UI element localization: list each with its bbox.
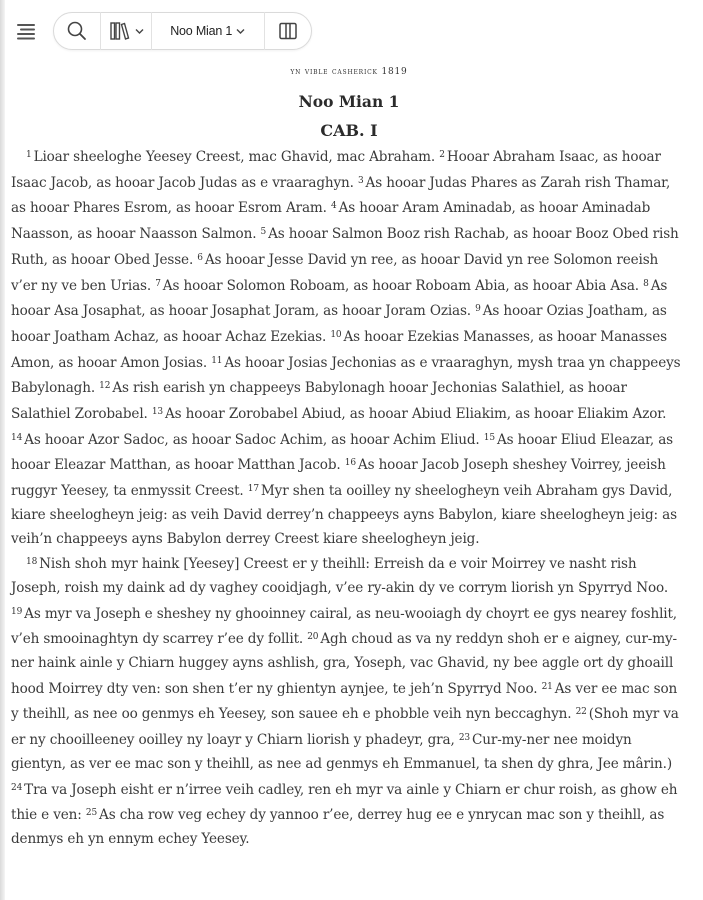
- verse[interactable]: [155, 278, 639, 294]
- menu-icon: [14, 20, 38, 44]
- verse-number: 17: [247, 484, 259, 495]
- verse-text: As hooar Eliud Eleazar, as hooar Eleazar Matthan, as hooar Matthan Jacob.: [11, 431, 674, 474]
- verse-text: Agh choud as va ny reddyn shoh er e aigney, cur-my-ner haink ainle y Chiarn huggey ayns ashlish, gra, Yoseph, vac Ghavid, ny bee aggle ort dy ghoaill hood Moirrey dty ven: son shen t’er ny ghientyn aynjee, te jeh’n Spyrryd Noo.: [11, 631, 677, 697]
- paragraph: [11, 144, 687, 551]
- verse-number: 8: [643, 278, 649, 289]
- verse-number: 11: [211, 355, 223, 366]
- parallel-columns-icon: [278, 21, 298, 41]
- book-title: Noo Mian 1: [298, 92, 400, 111]
- verse-text: As hooar Asa Josaphat, as hooar Josaphat Joram, as hooar Joram Ozias.: [11, 277, 668, 320]
- verse-number: 14: [11, 432, 23, 443]
- versions-button[interactable]: [101, 13, 150, 49]
- verse-number: 12: [99, 381, 111, 392]
- verse-number: 25: [85, 808, 98, 819]
- verse-text: Hooar Abraham Isaac, as hooar Isaac Jacob, as hooar Jacob Judas as e vraaraghyn.: [11, 149, 661, 191]
- verse-number: 6: [197, 252, 203, 263]
- verse-number: 3: [357, 175, 364, 186]
- verse-text: (Shoh myr va er ny chooilleeney ooilley ny loayr y Chiarn liorish y phadeyr, gra,: [11, 706, 679, 749]
- verse[interactable]: [11, 807, 664, 847]
- verse-text: Nish shoh myr haink [Yeesey] Creest er y theihll: Erreish da e voir Moirrey ve nasht rish Joseph, roish my daink ad dy vaghey cooidjagh, v’ee ry-akin dy ve corrym liorish yn Spyrryd Noo.: [11, 556, 669, 596]
- reader-toolbar: [53, 12, 312, 50]
- verse-text: As hooar Salmon Booz rish Rachab, as hooar Booz Obed rish Ruth, as hooar Obed Jesse.: [11, 226, 679, 268]
- verse[interactable]: [11, 432, 480, 448]
- chevron-down-icon: [236, 27, 245, 36]
- verse-number: 19: [11, 606, 23, 617]
- verse-number: 15: [483, 432, 495, 443]
- verse-text: As hooar Solomon Roboam, as hooar Roboam Abia, as hooar Abia Asa.: [162, 277, 639, 294]
- verse-number: 5: [260, 227, 267, 238]
- verse-number: 10: [330, 329, 342, 340]
- verse-text: As hooar Azor Sadoc, as hooar Sadoc Achim, as hooar Achim Eliud.: [24, 431, 480, 448]
- book-chapter-selector[interactable]: [152, 13, 264, 49]
- paragraph: [11, 551, 687, 851]
- reader-content: [11, 66, 687, 852]
- verse-text: As hooar Jesse David yn ree, as hooar David yn ree Solomon reeish v’er ny ve ben Urias.: [11, 251, 659, 294]
- verse[interactable]: [152, 406, 666, 422]
- verse-text: Lioar sheeloghe Yeesey Creest, mac Ghavid, mac Abraham.: [33, 149, 436, 165]
- verse-number: 1: [26, 150, 32, 160]
- verse-text: As cha row veg echey dy yannoo r’ee, derrey hug ee e ynrycan mac son y theihll, as denmys eh yn ennym echey Yeesey.: [11, 807, 665, 847]
- chapter-text: [11, 144, 687, 852]
- verse-text: As hooar Zorobabel Abiud, as hooar Abiud Eliakim, as hooar Eliakim Azor.: [165, 406, 667, 423]
- verse-text: As hooar Judas Phares as Zarah rish Thamar, as hooar Phares Esrom, as hooar Esrom Aram.: [11, 174, 671, 217]
- verse-number: 4: [331, 201, 337, 212]
- sidebar-edge: [0, 0, 5, 900]
- verse-text: As rish earish yn chappeeys Babylonagh hooar Jechonias Salathiel, as hooar Salathiel Zorobabel.: [11, 380, 627, 423]
- verse-number: 23: [458, 733, 470, 744]
- verse-text: As hooar Ozias Joatham, as hooar Joatham Achaz, as hooar Achaz Ezekias.: [11, 303, 667, 345]
- verse-number: 2: [439, 150, 445, 160]
- version-title: yn vible casherick 1819: [290, 67, 408, 77]
- parallel-view-button[interactable]: [265, 13, 311, 49]
- verse-text: Cur-my-ner nee moidyn gientyn, as ver ee mac son y theihll, as nee ad genmys eh Emmanuel, ta shen dy ghra, Jee mârin.): [11, 732, 672, 772]
- search-icon: [66, 20, 88, 42]
- verse-text: Myr shen ta ooilley ny sheelogheyn veih Abraham gys David, kiare sheelogheyn jeig: as veih David derrey’n chappeeys ayns Babylon, kiare sheelogheyn jeig: as veih’n chappeeys ayns Babylon derrey Creest kiare sheelogheyn jeig.: [11, 483, 677, 547]
- verse[interactable]: [26, 149, 435, 165]
- menu-button[interactable]: [14, 20, 38, 44]
- book-chapter-label: Noo Mian 1: [170, 24, 233, 38]
- verse[interactable]: [11, 556, 668, 596]
- chapter-title: CAB. I: [320, 121, 378, 140]
- search-button[interactable]: [54, 13, 100, 49]
- verse-text: As hooar Josias Jechonias as e vraaraghyn, mysh traa yn chappeeys Babylonagh.: [11, 354, 681, 397]
- verse-number: 16: [344, 458, 356, 469]
- books-icon: [109, 20, 131, 42]
- verse-text: As ver ee mac son y theihll, as nee oo genmys eh Yeesey, son sauee eh e phobble veih nyn beccaghyn.: [11, 680, 678, 723]
- verse-number: 7: [155, 278, 161, 289]
- verse-number: 24: [11, 782, 23, 793]
- verse-text: As hooar Aram Aminadab, as hooar Aminadab Naasson, as hooar Naasson Salmon.: [11, 200, 651, 243]
- chevron-down-icon: [135, 27, 144, 36]
- verse-text: As hooar Jacob Joseph sheshey Voirrey, jeeish ruggyr Yeesey, ta enmyssit Creest.: [11, 457, 666, 500]
- verse-number: 13: [151, 407, 164, 418]
- verse-number: 9: [475, 304, 481, 315]
- verse-number: 20: [307, 632, 319, 643]
- verse-text: Tra va Joseph eisht er n’irree veih cadley, ren eh myr va ainle y Chiarn er chur roish, as ghow eh thie e ven:: [11, 781, 678, 824]
- verse-number: 21: [541, 681, 553, 692]
- verse-text: As hooar Ezekias Manasses, as hooar Manasses Amon, as hooar Amon Josias.: [11, 328, 667, 371]
- verse-text: As myr va Joseph e sheshey ny ghooinney cairal, as neu-wooiagh dy choyrt ee gys nearey foshlit, v’eh smooinaghtyn dy scarrey r’ee dy follit.: [11, 605, 677, 648]
- verse-number: 22: [575, 707, 587, 718]
- verse-number: 18: [26, 557, 38, 568]
